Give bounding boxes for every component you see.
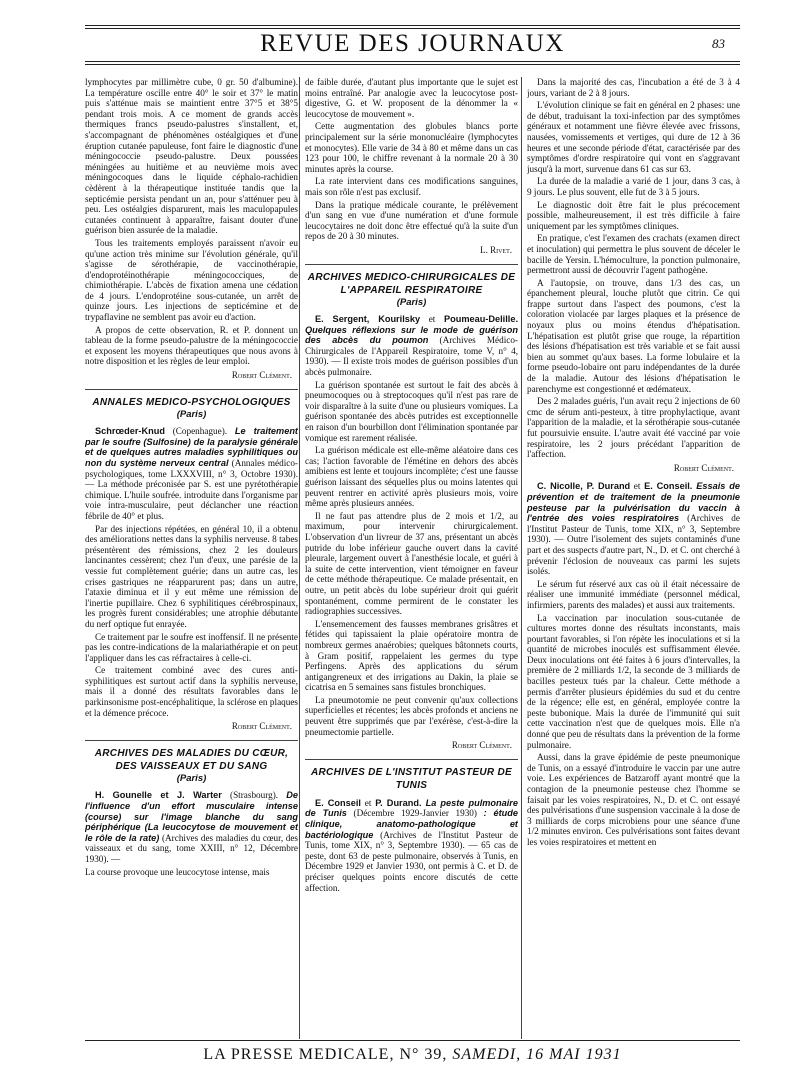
section-separator — [85, 389, 298, 390]
author-signature: Robert Clément. — [673, 462, 734, 473]
paragraph: La course provoque une leucocytose intense, mais — [85, 866, 270, 877]
paragraph: Il ne faut pas attendre plus de 2 mois et 1/2, au maximum, pour intervenir chirurgicalement. L'observation d'un livreur de 37 ans, présentant un abcès putride du lobe inférieur gauche ouvert dans la cavité pleurale, largement ouvert à l'anesthésie locale, et guéri à la suite de cette intervention, vient témoigner en faveur de cette méthode thérapeutique. Ce malade présentait, en outre, un petit abcès du lobe supérieur droit qui guérit spontanément, comme permirent de le constater les radiographies successives. — [305, 510, 518, 617]
paragraph: L'évolution clinique se fait en général en 2 phases: une de début, traduisant la toxi-infection par des symptômes généraux et notamment une fièvre élevée avec frissons, nausées, vomissements et vertiges, qui dure de 12 à 36 heures et une seconde période d'état, caractérisée par des symptômes d'ordre respiratoire qui vont en s'aggravant jusqu'à la mort, survenue dans 61 cas sur 63. — [527, 100, 740, 174]
paragraph: Le diagnostic doit être fait le plus précocement possible, malheureusement, il est très difficile à faire uniquement par les symptômes cliniques. — [527, 199, 740, 231]
section-separator — [85, 740, 298, 741]
article-entry — [305, 314, 518, 378]
article-place: (Copenhague). — [164, 426, 235, 437]
article-place: (Strasbourg). — [221, 790, 287, 801]
paragraph: La guérison médicale est elle-même aléatoire dans ces cas; l'action favorable de l'émétine en dehors des abcès amibiens est lente et toujours incomplète; c'est une fausse guérison laissant des séquelles plus ou moins latentes qui peuvent rentrer en activité après plusieurs mois, voire même après plusieurs années. — [305, 445, 518, 509]
header-rule-top — [85, 25, 740, 26]
article-title: Essais de prévention et de traitement de la pneumonie pesteuse par la pulvérisation du vaccin à l'entrée des voies respiratoires — [527, 481, 740, 524]
section-title: ANNALES MEDICO-PSYCHOLOGIQUES — [92, 396, 291, 408]
running-title: REVUE DES JOURNAUX — [260, 30, 565, 57]
paragraph: La guérison spontanée est surtout le fait des abcès à pneumocoques ou à streptocoques qu'il n'est pas rare de voir disparaître à la suite d'une ou plusieurs vomiques. La guérison spontanée des abcès putrides est exceptionnelle en raison d'un bourbillon dont l'élimination spontanée par vomique est rarement réalisée. — [305, 379, 518, 443]
article-conjunction: et — [360, 797, 376, 808]
article-entry — [527, 481, 740, 576]
header-rule-top-inner — [85, 28, 740, 29]
footer-journal: LA PRESSE MEDICALE, N° 39, — [203, 1046, 448, 1063]
article-entry — [305, 798, 518, 893]
article-entry — [85, 426, 298, 521]
author-signature: Robert Clément. — [231, 721, 292, 732]
article-title: De l'influence d'un effort musculaire intense (course) sur l'image blanche du sang périphérique (La leucocytose de mouvement et le rôle de la rate) — [85, 790, 298, 843]
paragraph: Des 2 malades guéris, l'un avait reçu 2 injections de 60 cmc de sérum anti-pesteux, à titre prophylactique, avant l'apparition de la maladie, et la sérothérapie sous-cutanée fut poursuivie ensuite. L'autre avait été vacciné par voie respiratoire, les 2 jours précédant l'apparition de l'affection. — [527, 396, 740, 460]
paragraph: Cette augmentation des globules blancs porte principalement sur la série mononucléaire (lymphocytes et monocytes). Elle varie de 34 à 80 et même dans un cas 123 pour 100, le chiffre revenant à la normale 20 à 30 minutes après la course. — [305, 121, 518, 174]
paragraph: Par des injections répétées, en général 10, il a obtenu des améliorations nettes dans la syphilis nerveuse. 8 tabes présentèrent des rémissions, chez 2 les douleurs lancinantes cessèrent; chez l'un d'eux, une parésie de la vessie fut complètement guérie; dans un autre cas, les crises gastriques ne réapparurent pas; dans un autre, l'ataxie diminua et il y eut même une rémission de l'inertie pupillaire. Chez 6 syphilitiques cérébrospinaux, les progrès furent considérables; une atrophie débutante du nerf optique fut enrayée. — [85, 523, 298, 629]
article-author: C. Nicolle, P. Durand — [537, 481, 631, 492]
column-right — [527, 77, 740, 1042]
paragraph: Tous les traitements employés paraissent n'avoir eu qu'une action très minime sur l'évolution générale, qu'il s'agisse de sérothérapie, de vaccinothérapie, d'endoprotéinothérapie méningococciques, de chimiothérapie. L'abcès de fixation amena une cédation de 4 jours. L'endoprotéine sous-cutanée, un arrêt de quinze jours. Les injections de septicémine et de trypaflavine ne semblent pas avoir eu d'action. — [85, 237, 298, 323]
column-divider — [299, 77, 300, 1039]
article-conjunction: et — [630, 481, 645, 492]
section-title: ARCHIVES DES MALADIES DU CŒUR, DES VAISSEAUX ET DU SANG — [94, 747, 289, 772]
section-separator — [305, 264, 518, 265]
paragraph: La rate intervient dans ces modifications sanguines, mais son rôle n'est pas exclusif. — [305, 176, 518, 197]
page-number: 83 — [712, 36, 725, 51]
section-location: (Paris) — [176, 408, 207, 420]
article-author: E. Conseil. — [644, 481, 693, 492]
header-rule-bottom-inner — [85, 64, 740, 65]
article-dates: (Décembre 1929-Janvier 1930) — [346, 808, 484, 819]
article-author: H. Gounelle et J. Warter — [95, 790, 222, 801]
article-author: P. Durand. — [375, 797, 422, 808]
article-title: Quelques réflexions sur le mode de guérison des abcès du poumon — [305, 324, 518, 346]
paragraph: La pneumotomie ne peut convenir qu'aux collections superficielles et récentes; les abcès profonds et anciens ne peuvent être supprimés que par l'exérèse, c'est-à-dire la pneumectomie partielle. — [305, 694, 518, 737]
article-reference: (Annales médico-psychologiques, tome LXXXVIII, n° 3, Octobre 1930). — La méthode préconisée par S. est une pyrétothérapie chimique. L'huile soufrée. introduite dans l'organisme par voie intra-musculaire, peut déclancher une réaction fébrile de 40° et plus. — [85, 458, 298, 521]
article-reference: (Archives de l'Institut Pasteur de Tunis, tome XIX, n° 3, Septembre 1930). — 65 cas de peste, dont 63 de peste pulmonaire, observés à Tunis, en Décembre 1929 et Janvier 1930, ont permis à C. et D. de préciser quelques points encore discutés de cette affection. — [305, 829, 518, 893]
paragraph: Dans la majorité des cas, l'incubation a été de 3 à 4 jours, variant de 2 à 8 jours. — [527, 77, 740, 98]
paragraph: Dans la pratique médicale courante, le prélèvement d'un sang en vue d'une numération et d'une formule leucocytaires ne doit donc être effectué qu'à la suite d'un repos de 20 à 30 minutes. — [305, 199, 518, 242]
footer-date: SAMEDI, 16 MAI 1931 — [452, 1046, 622, 1063]
header-rule-bottom — [85, 61, 740, 62]
section-title: ARCHIVES DE L'INSTITUT PASTEUR DE TUNIS — [311, 766, 512, 791]
section-title: ARCHIVES MEDICO-CHIRURGICALES DE L'APPAREIL RESPIRATOIRE — [307, 271, 516, 296]
article-title: Le traitement par le soufre (Sulfosine) de la paralysie générale et de quelques autres maladies syphilitiques ou non du système nerveux central — [85, 426, 298, 468]
paragraph: La vaccination par inoculation sous-cutanée de cultures mortes donne des résultats inconstants, mais pourtant favorables, si l'on répète les inoculations et si la quantité de microbes inoculés est suffisamment élevée. Deux inoculations ont été faites à 6 jours d'intervalles, la première de 2 milliards 1/2, la seconde de 3 milliards de bacilles pesteux tués par la chaleur. Cette méthode a permis d'arrêter plusieurs épidémies du sud et du centre de la régence; elle est, en général, employée contre la peste bubonique. Mais la durée de l'immunité qui suit cette vaccination n'est que de quelques mois. Elle n'a donné que peu de résultats dans la prévention de la forme pulmonaire. — [527, 612, 740, 750]
paragraph: En pratique, c'est l'examen des crachats (examen direct et inoculation) qui permettra le plus souvent de déceler le bacille de Yersin. L'hémoculture, la ponction pulmonaire, permettront aussi de découvrir l'agent pathogène. — [527, 233, 740, 276]
paragraph: La durée de la maladie a varié de 1 jour, dans 3 cas, à 9 jours. Le plus souvent, elle fut de 3 à 5 jours. — [527, 176, 740, 197]
section-location: (Paris) — [176, 772, 207, 784]
footer-rule — [85, 1040, 740, 1041]
paragraph: de faible durée, d'autant plus importante que le sujet est moins entraîné. Par analogie avec la leucocytose post-digestive, G. et W. proposent de la dénommer la « leucocytose de mouvement ». — [305, 77, 518, 119]
author-signature: Robert Clément. — [231, 370, 292, 381]
article-title-continued: : étude clinique, anatomo-pathologique et bactériologique — [305, 808, 518, 840]
paragraph: Ce traitement par le soufre est inoffensif. Il ne présente pas les contre-indications de la malariathérapie et on peut l'appliquer dans les cas réfractaires à celle-ci. — [85, 631, 298, 663]
page-footer — [85, 1046, 740, 1064]
paragraph: Aussi, dans la grave épidémie de peste pneumonique de Tunis, on a essayé d'introduire le vaccin par une autre voie. Les expériences de Batzaroff ayant montré que la contagion de la pneumonie pesteuse chez l'homme se faisait par les voies respiratoires, N., D. et C. ont essayé des pulvérisations d'une suspension vaccinale à la dose de 3 milliards de corps microbiens pour une séance d'une 1/2 minutes environ. Ces pulvérisations sont faites devant les voies respiratoires et mettent en — [527, 752, 740, 847]
section-separator — [305, 759, 518, 760]
paragraph: A l'autopsie, on trouve, dans 1/3 des cas, un épanchement pleural, louche plutôt que citrin. Ce qui frappe surtout dans l'aspect des poumons, c'est la coloration violacée par larges plaques et la présence de noyaux plus ou moins étendus d'hépatisation. L'hépatisation est plutôt grise que rouge, la répartition des lésions d'hépatisation est très variable et se fait aussi bien au sommet qu'aux bases. La forme lobulaire et la forme pseudo-lobaire ont paru indépendantes de la durée de la maladie. Autour des lésions d'hépatisation le parenchyme est congestionné et œdémateux. — [527, 277, 740, 394]
paragraph: Le sérum fut réservé aux cas où il était nécessaire de réaliser une immunité immédiate (personnel médical, infirmiers, parents des malades) et aussi aux traitements. — [527, 578, 740, 610]
paragraph: Ce traitement combiné avec des cures anti-syphilitiques est surtout actif dans la syphilis nerveuse, mais il a donné des résultats favorables dans le parkinsonisme post-encéphalitique, la sclérose en plaques et la démence précoce. — [85, 665, 298, 718]
author-signature: Robert Clément. — [451, 740, 512, 751]
article-reference: (Archives de l'Institut Pasteur de Tunis, tome XIX, n° 3, Septembre 1930). — Outre l'isolement des sujets contaminés d'une part et des suspects d'autre part, N., D. et C. ont cherché à prévenir l'éclosion de nouveaux cas parmi les sujets isolés. — [527, 513, 740, 577]
paragraph: A propos de cette observation, R. et P. donnent un tableau de la forme pseudo-palustre de la méningococcie et exposent les moyens thérapeutiques que nous avons à notre disposition et les règles de leur emploi. — [85, 324, 298, 367]
article-reference: (Archives des maladies du cœur, des vaisseaux et du sang, tome XXIII, n° 12, Décembre 1930). — — [85, 832, 298, 864]
section-location: (Paris) — [396, 296, 427, 308]
column-middle — [305, 77, 518, 1042]
article-author: Poumeau-Delille. — [443, 314, 518, 325]
paragraph: L'ensemencement des fausses membranes grisâtres et fétides qui tapissaient la plaie opératoire montra de nombreux germes anaérobies; quelques bâtonnets courts, à Gram positif, rappelaient les germes du type Perfingens. Après des applications du sérum antigangreneux et des irrigations au Dakin, la plaie se cicatrisa en 5 semaines sans fistules bronchiques. — [305, 618, 518, 693]
article-author: Schrœder-Knud — [95, 426, 165, 437]
article-conjunction: et — [420, 314, 444, 325]
article-reference: (Archives Médico-Chirurgicales de l'Appareil Respiratoire, tome V, n° 4, 1930). — Il existe trois modes de guérison possibles d'un abcès pulmonaire. — [305, 335, 518, 378]
column-left — [85, 77, 298, 1042]
article-author: E. Sergent, Kourilsky — [315, 314, 421, 325]
column-divider — [521, 77, 522, 1039]
article-entry — [85, 790, 298, 864]
article-author: E. Conseil — [315, 797, 361, 808]
paragraph: lymphocytes par millimètre cube, 0 gr. 50 d'albumine). La température oscille entre 40° le soir et 37° le matin puis s'atténue mais se maintient entre 37°5 et 38°5 pendant trois mois. A ce moment de grands accès thermiques francs pseudo-palustres s'installent, et, s'accompagnant de phénomènes ostéalgiques et d'une éruption cutanée papuleuse, font faire le diagnostic d'une méningococcie pseudo-palustre. Deux poussées méningées au huitième et au neuvième mois avec méningocoques dans le liquide céphalo-rachidien cèdèrent à la thérapeutique instituée tandis que la septicémie persista pendant un an, pour s'atténuer peu à peu. Les ostéalgies disparurent, mais les maculopapules cutanées continuent à apparaître, faisant douter d'une guérison bien assurée de la maladie. — [85, 77, 298, 236]
author-signature: L. Rivet. — [480, 244, 512, 255]
article-title: La peste pulmonaire de Tunis — [305, 797, 518, 819]
